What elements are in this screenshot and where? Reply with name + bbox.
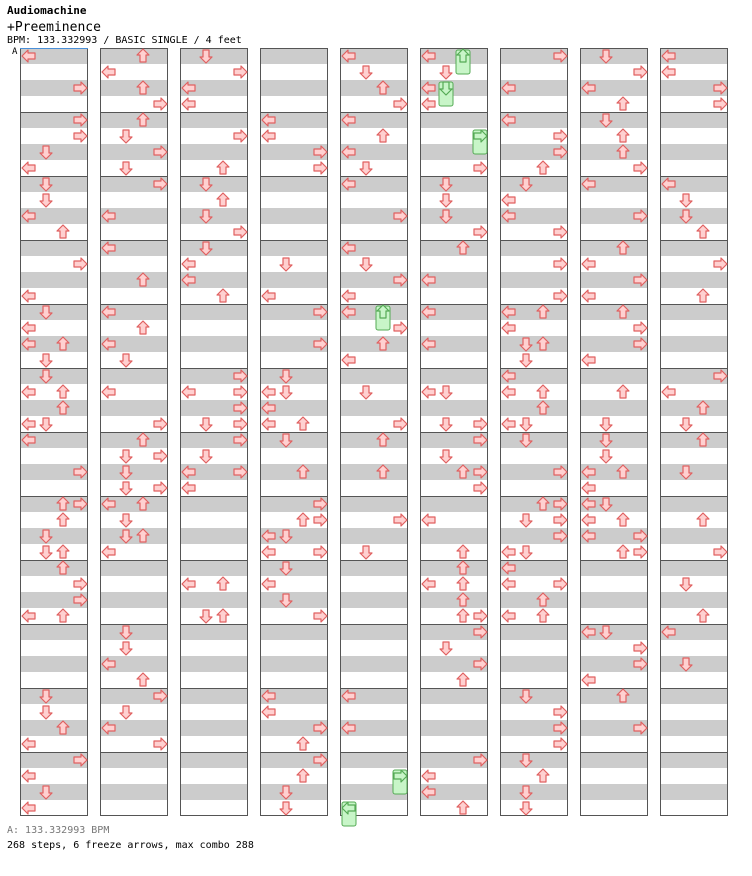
measure-stripe — [340, 528, 408, 544]
measure-stripe — [100, 80, 168, 96]
measure-stripe — [180, 48, 248, 64]
chart-column — [340, 48, 408, 816]
measure-stripe — [180, 560, 248, 576]
measure-stripe — [660, 528, 728, 544]
measure-stripe — [20, 144, 88, 160]
measure-stripe — [580, 400, 648, 416]
measure-stripe — [340, 464, 408, 480]
measure-stripe — [500, 400, 568, 416]
measure-stripe — [420, 720, 488, 736]
measure-stripe — [420, 560, 488, 576]
measure-stripe — [340, 752, 408, 768]
measure-stripe — [660, 336, 728, 352]
measure-stripe — [20, 560, 88, 576]
measure-stripe — [660, 432, 728, 448]
measure-stripe — [420, 112, 488, 128]
footer-stats: 268 steps, 6 freeze arrows, max combo 288 — [7, 840, 254, 851]
measure-stripe — [580, 784, 648, 800]
measure-stripe — [660, 240, 728, 256]
measure-stripe — [340, 432, 408, 448]
measure-stripe — [180, 176, 248, 192]
measure-stripe — [500, 784, 568, 800]
measure-stripe — [580, 112, 648, 128]
chart-column — [180, 48, 248, 816]
measure-stripe — [20, 656, 88, 672]
measure-stripe — [420, 400, 488, 416]
measure-stripe — [100, 752, 168, 768]
measure-stripe — [260, 656, 328, 672]
measure-stripe — [260, 432, 328, 448]
measure-stripe — [180, 112, 248, 128]
measure-stripe — [260, 272, 328, 288]
measure-stripe — [420, 240, 488, 256]
measure-stripe — [340, 336, 408, 352]
measure-stripe — [500, 688, 568, 704]
measure-stripe — [20, 720, 88, 736]
measure-stripe — [420, 176, 488, 192]
measure-stripe — [580, 304, 648, 320]
measure-stripe — [580, 368, 648, 384]
measure-stripe — [100, 560, 168, 576]
measure-stripe — [660, 464, 728, 480]
measure-stripe — [20, 688, 88, 704]
measure-stripe — [180, 784, 248, 800]
measure-stripe — [660, 656, 728, 672]
measure-stripe — [180, 656, 248, 672]
measure-stripe — [100, 784, 168, 800]
measure-stripe — [100, 272, 168, 288]
measure-stripe — [340, 368, 408, 384]
measure-stripe — [500, 240, 568, 256]
measure-stripe — [340, 592, 408, 608]
measure-stripe — [20, 240, 88, 256]
measure-stripe — [420, 528, 488, 544]
chart-info: BPM: 133.332993 / BASIC SINGLE / 4 feet — [7, 35, 242, 46]
measure-stripe — [580, 240, 648, 256]
chart-column — [20, 48, 88, 816]
measure-stripe — [500, 432, 568, 448]
measure-stripe — [260, 464, 328, 480]
measure-stripe — [580, 144, 648, 160]
measure-stripe — [340, 80, 408, 96]
chart-column — [260, 48, 328, 816]
measure-stripe — [180, 336, 248, 352]
measure-stripe — [180, 144, 248, 160]
measure-stripe — [660, 400, 728, 416]
measure-stripe — [500, 272, 568, 288]
measure-stripe — [100, 400, 168, 416]
measure-stripe — [420, 208, 488, 224]
chart-column — [660, 48, 728, 816]
measure-stripe — [340, 624, 408, 640]
chart-column — [580, 48, 648, 816]
measure-stripe — [500, 592, 568, 608]
measure-stripe — [660, 720, 728, 736]
measure-stripe — [180, 624, 248, 640]
measure-stripe — [500, 176, 568, 192]
chart-column — [500, 48, 568, 816]
measure-stripe — [500, 624, 568, 640]
measure-stripe — [20, 400, 88, 416]
measure-stripe — [100, 624, 168, 640]
measure-stripe — [100, 592, 168, 608]
measure-stripe — [340, 656, 408, 672]
measure-stripe — [180, 592, 248, 608]
measure-stripe — [580, 752, 648, 768]
measure-stripe — [20, 304, 88, 320]
measure-stripe — [580, 688, 648, 704]
measure-stripe — [260, 48, 328, 64]
measure-stripe — [180, 304, 248, 320]
chart-column — [420, 48, 488, 816]
measure-stripe — [180, 496, 248, 512]
measure-stripe — [660, 304, 728, 320]
measure-stripe — [340, 560, 408, 576]
measure-stripe — [420, 592, 488, 608]
measure-stripe — [20, 272, 88, 288]
measure-stripe — [340, 496, 408, 512]
measure-stripe — [180, 208, 248, 224]
measure-stripe — [180, 240, 248, 256]
measure-stripe — [660, 208, 728, 224]
measure-stripe — [20, 528, 88, 544]
measure-stripe — [100, 368, 168, 384]
measure-stripe — [180, 752, 248, 768]
measure-stripe — [660, 560, 728, 576]
measure-stripe — [100, 432, 168, 448]
measure-stripe — [20, 784, 88, 800]
artist-name: Audiomachine — [7, 4, 87, 17]
measure-stripe — [100, 528, 168, 544]
measure-stripe — [20, 176, 88, 192]
measure-stripe — [260, 784, 328, 800]
measure-stripe — [20, 368, 88, 384]
measure-stripe — [500, 752, 568, 768]
measure-stripe — [660, 496, 728, 512]
measure-stripe — [20, 624, 88, 640]
measure-stripe — [660, 752, 728, 768]
measure-stripe — [260, 624, 328, 640]
measure-stripe — [180, 720, 248, 736]
measure-stripe — [260, 592, 328, 608]
measure-stripe — [180, 688, 248, 704]
measure-stripe — [580, 592, 648, 608]
measure-stripe — [660, 784, 728, 800]
measure-stripe — [660, 688, 728, 704]
bpm-change-line — [20, 48, 88, 49]
measure-stripe — [420, 496, 488, 512]
measure-stripe — [100, 464, 168, 480]
measure-stripe — [660, 112, 728, 128]
bpm-marker-label: A — [12, 47, 18, 57]
song-title: +Preeminence — [7, 20, 101, 35]
measure-stripe — [260, 80, 328, 96]
measure-stripe — [580, 48, 648, 64]
measure-stripe — [660, 144, 728, 160]
measure-stripe — [500, 336, 568, 352]
measure-stripe — [180, 528, 248, 544]
measure-stripe — [420, 368, 488, 384]
chart-column — [100, 48, 168, 816]
measure-stripe — [340, 400, 408, 416]
measure-stripe — [580, 560, 648, 576]
measure-stripe — [260, 240, 328, 256]
measure-stripe — [500, 656, 568, 672]
measure-stripe — [100, 112, 168, 128]
measure-stripe — [660, 272, 728, 288]
measure-stripe — [100, 48, 168, 64]
measure-stripe — [660, 592, 728, 608]
measure-stripe — [260, 560, 328, 576]
measure-stripe — [260, 368, 328, 384]
measure-stripe — [260, 176, 328, 192]
measure-stripe — [580, 432, 648, 448]
measure-stripe — [420, 688, 488, 704]
measure-stripe — [260, 208, 328, 224]
footer-bpm-list: A: 133.332993 BPM — [7, 825, 110, 836]
